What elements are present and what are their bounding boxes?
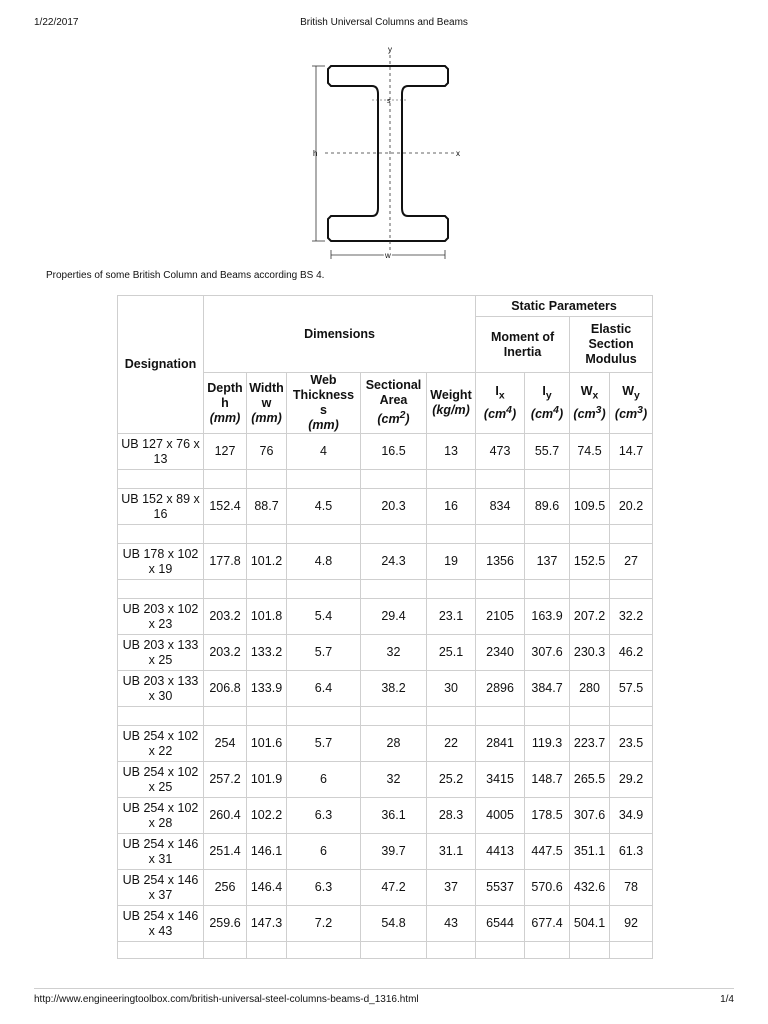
table-row (118, 544, 653, 580)
col-web-thickness: Web Thickness s (mm) (287, 373, 361, 434)
value-cell: 76 (247, 434, 287, 470)
footer-divider (34, 988, 734, 989)
spacer-cell (247, 942, 287, 959)
value-cell: 259.6 (204, 906, 247, 942)
value-cell: 32 (361, 762, 427, 798)
designation-cell: UB 152 x 89 x 16 (118, 489, 204, 525)
value-cell: 61.3 (610, 834, 653, 870)
spacer-cell (287, 707, 361, 726)
table-body (118, 434, 653, 959)
table-row (118, 870, 653, 906)
value-cell: 101.2 (247, 544, 287, 580)
value-cell: 25.2 (427, 762, 476, 798)
value-cell: 223.7 (570, 726, 610, 762)
value-cell: 23.1 (427, 599, 476, 635)
spacer-cell (570, 942, 610, 959)
value-cell: 147.3 (247, 906, 287, 942)
value-cell: 30 (427, 671, 476, 707)
spacer-cell (287, 580, 361, 599)
value-cell: 4.8 (287, 544, 361, 580)
value-cell: 32.2 (610, 599, 653, 635)
designation-cell: UB 203 x 133 x 30 (118, 671, 204, 707)
header-dimensions: Dimensions (204, 296, 476, 373)
value-cell: 39.7 (361, 834, 427, 870)
value-cell: 27 (610, 544, 653, 580)
value-cell: 6 (287, 834, 361, 870)
spacer-cell (118, 525, 204, 544)
value-cell: 203.2 (204, 599, 247, 635)
value-cell: 351.1 (570, 834, 610, 870)
value-cell: 4005 (476, 798, 525, 834)
spacer-cell (118, 942, 204, 959)
value-cell: 38.2 (361, 671, 427, 707)
value-cell: 570.6 (525, 870, 570, 906)
value-cell: 146.1 (247, 834, 287, 870)
spacer-cell (287, 942, 361, 959)
value-cell: 4413 (476, 834, 525, 870)
value-cell: 4 (287, 434, 361, 470)
value-cell: 20.3 (361, 489, 427, 525)
diagram-label-h: h (313, 149, 318, 158)
value-cell: 148.7 (525, 762, 570, 798)
spacer-cell (525, 525, 570, 544)
designation-cell: UB 254 x 146 x 37 (118, 870, 204, 906)
value-cell: 307.6 (525, 635, 570, 671)
print-date: 1/22/2017 (34, 17, 79, 28)
value-cell: 119.3 (525, 726, 570, 762)
value-cell: 89.6 (525, 489, 570, 525)
value-cell: 6.3 (287, 870, 361, 906)
spacer-cell (427, 470, 476, 489)
value-cell: 6.3 (287, 798, 361, 834)
value-cell: 102.2 (247, 798, 287, 834)
value-cell: 473 (476, 434, 525, 470)
designation-cell: UB 254 x 146 x 43 (118, 906, 204, 942)
designation-cell: UB 254 x 102 x 28 (118, 798, 204, 834)
value-cell: 13 (427, 434, 476, 470)
value-cell: 5.4 (287, 599, 361, 635)
table-row (118, 599, 653, 635)
spacer-cell (610, 470, 653, 489)
table-row (118, 489, 653, 525)
designation-cell: UB 127 x 76 x 13 (118, 434, 204, 470)
col-width: Width w (mm) (247, 373, 287, 434)
value-cell: 206.8 (204, 671, 247, 707)
spacer-cell (525, 707, 570, 726)
spacer-cell (204, 580, 247, 599)
value-cell: 29.4 (361, 599, 427, 635)
spacer-cell (610, 580, 653, 599)
col-ix: $I_x$ $(cm^4)$ (476, 373, 525, 434)
value-cell: 16.5 (361, 434, 427, 470)
spacer-cell (118, 707, 204, 726)
value-cell: 28 (361, 726, 427, 762)
value-cell: 23.5 (610, 726, 653, 762)
value-cell: 163.9 (525, 599, 570, 635)
value-cell: 5537 (476, 870, 525, 906)
value-cell: 57.5 (610, 671, 653, 707)
col-iy: $I_y$ $(cm^4)$ (525, 373, 570, 434)
value-cell: 152.4 (204, 489, 247, 525)
spacer-cell (247, 470, 287, 489)
value-cell: 178.5 (525, 798, 570, 834)
value-cell: 92 (610, 906, 653, 942)
value-cell: 43 (427, 906, 476, 942)
diagram-label-s: s (387, 98, 391, 105)
col-depth: Depth h (mm) (204, 373, 247, 434)
diagram-label-y: y (388, 45, 392, 54)
spacer-row (118, 580, 653, 599)
value-cell: 251.4 (204, 834, 247, 870)
spacer-cell (118, 580, 204, 599)
value-cell: 203.2 (204, 635, 247, 671)
value-cell: 137 (525, 544, 570, 580)
col-wy: $W_y$ $(cm^3)$ (610, 373, 653, 434)
value-cell: 24.3 (361, 544, 427, 580)
spacer-cell (247, 525, 287, 544)
value-cell: 2841 (476, 726, 525, 762)
value-cell: 6 (287, 762, 361, 798)
value-cell: 4.5 (287, 489, 361, 525)
spacer-cell (287, 525, 361, 544)
value-cell: 265.5 (570, 762, 610, 798)
value-cell: 152.5 (570, 544, 610, 580)
header-static-parameters: Static Parameters (476, 296, 653, 317)
spacer-row (118, 525, 653, 544)
spacer-cell (118, 470, 204, 489)
spacer-row (118, 470, 653, 489)
value-cell: 14.7 (610, 434, 653, 470)
designation-cell: UB 203 x 133 x 25 (118, 635, 204, 671)
spacer-cell (361, 942, 427, 959)
table-row (118, 726, 653, 762)
spacer-cell (427, 707, 476, 726)
value-cell: 32 (361, 635, 427, 671)
value-cell: 133.2 (247, 635, 287, 671)
value-cell: 447.5 (525, 834, 570, 870)
value-cell: 101.6 (247, 726, 287, 762)
col-weight: Weight (kg/m) (427, 373, 476, 434)
properties-table (117, 295, 653, 959)
value-cell: 54.8 (361, 906, 427, 942)
table-row (118, 434, 653, 470)
spacer-cell (476, 707, 525, 726)
designation-cell: UB 254 x 102 x 22 (118, 726, 204, 762)
designation-cell: UB 178 x 102 x 19 (118, 544, 204, 580)
footer-url: http://www.engineeringtoolbox.com/british-universal-steel-columns-beams-d_1316.html (34, 994, 419, 1005)
value-cell: 3415 (476, 762, 525, 798)
table-row (118, 762, 653, 798)
value-cell: 2105 (476, 599, 525, 635)
spacer-cell (476, 942, 525, 959)
table-row (118, 671, 653, 707)
spacer-cell (361, 707, 427, 726)
value-cell: 55.7 (525, 434, 570, 470)
value-cell: 177.8 (204, 544, 247, 580)
caption: Properties of some British Column and Beams according BS 4. (46, 270, 325, 281)
spacer-cell (525, 580, 570, 599)
value-cell: 127 (204, 434, 247, 470)
spacer-cell (610, 707, 653, 726)
spacer-cell (570, 707, 610, 726)
value-cell: 834 (476, 489, 525, 525)
value-cell: 74.5 (570, 434, 610, 470)
value-cell: 5.7 (287, 726, 361, 762)
value-cell: 256 (204, 870, 247, 906)
value-cell: 101.9 (247, 762, 287, 798)
table-row (118, 906, 653, 942)
value-cell: 28.3 (427, 798, 476, 834)
designation-cell: UB 203 x 102 x 23 (118, 599, 204, 635)
spacer-cell (427, 525, 476, 544)
value-cell: 6.4 (287, 671, 361, 707)
diagram-label-w: w (385, 251, 391, 260)
i-beam-diagram (300, 40, 480, 265)
value-cell: 19 (427, 544, 476, 580)
spacer-row (118, 942, 653, 959)
col-sectional-area: Sectional Area $(cm^2)$ (361, 373, 427, 434)
spacer-cell (476, 580, 525, 599)
header-elastic-section-modulus: Elastic Section Modulus (570, 317, 653, 373)
spacer-row (118, 707, 653, 726)
value-cell: 254 (204, 726, 247, 762)
spacer-cell (476, 525, 525, 544)
value-cell: 36.1 (361, 798, 427, 834)
value-cell: 16 (427, 489, 476, 525)
value-cell: 25.1 (427, 635, 476, 671)
value-cell: 207.2 (570, 599, 610, 635)
spacer-cell (204, 470, 247, 489)
value-cell: 6544 (476, 906, 525, 942)
spacer-cell (204, 707, 247, 726)
spacer-cell (427, 942, 476, 959)
spacer-cell (570, 580, 610, 599)
value-cell: 34.9 (610, 798, 653, 834)
value-cell: 46.2 (610, 635, 653, 671)
value-cell: 5.7 (287, 635, 361, 671)
value-cell: 20.2 (610, 489, 653, 525)
designation-cell: UB 254 x 102 x 25 (118, 762, 204, 798)
spacer-cell (247, 580, 287, 599)
col-wx: $W_x$ $(cm^3)$ (570, 373, 610, 434)
diagram-label-x: x (456, 149, 460, 158)
spacer-cell (570, 470, 610, 489)
spacer-cell (361, 525, 427, 544)
value-cell: 101.8 (247, 599, 287, 635)
table-row (118, 635, 653, 671)
value-cell: 47.2 (361, 870, 427, 906)
value-cell: 109.5 (570, 489, 610, 525)
value-cell: 22 (427, 726, 476, 762)
value-cell: 307.6 (570, 798, 610, 834)
header-moment-of-inertia: Moment of Inertia (476, 317, 570, 373)
page-number: 1/4 (720, 994, 734, 1005)
value-cell: 260.4 (204, 798, 247, 834)
designation-cell: UB 254 x 146 x 31 (118, 834, 204, 870)
spacer-cell (427, 580, 476, 599)
value-cell: 1356 (476, 544, 525, 580)
spacer-cell (525, 470, 570, 489)
value-cell: 677.4 (525, 906, 570, 942)
value-cell: 504.1 (570, 906, 610, 942)
value-cell: 7.2 (287, 906, 361, 942)
page-title: British Universal Columns and Beams (300, 17, 468, 28)
spacer-cell (287, 470, 361, 489)
value-cell: 29.2 (610, 762, 653, 798)
i-beam-outline (328, 66, 448, 241)
value-cell: 384.7 (525, 671, 570, 707)
header-designation: Designation (118, 296, 204, 434)
spacer-cell (610, 525, 653, 544)
spacer-cell (525, 942, 570, 959)
spacer-cell (610, 942, 653, 959)
spacer-cell (204, 525, 247, 544)
spacer-cell (247, 707, 287, 726)
value-cell: 78 (610, 870, 653, 906)
value-cell: 31.1 (427, 834, 476, 870)
value-cell: 280 (570, 671, 610, 707)
value-cell: 2896 (476, 671, 525, 707)
spacer-cell (361, 470, 427, 489)
value-cell: 230.3 (570, 635, 610, 671)
spacer-cell (476, 470, 525, 489)
value-cell: 257.2 (204, 762, 247, 798)
spacer-cell (361, 580, 427, 599)
spacer-cell (204, 942, 247, 959)
value-cell: 133.9 (247, 671, 287, 707)
table-row (118, 834, 653, 870)
value-cell: 37 (427, 870, 476, 906)
value-cell: 432.6 (570, 870, 610, 906)
value-cell: 88.7 (247, 489, 287, 525)
table-row (118, 798, 653, 834)
spacer-cell (570, 525, 610, 544)
value-cell: 2340 (476, 635, 525, 671)
value-cell: 146.4 (247, 870, 287, 906)
